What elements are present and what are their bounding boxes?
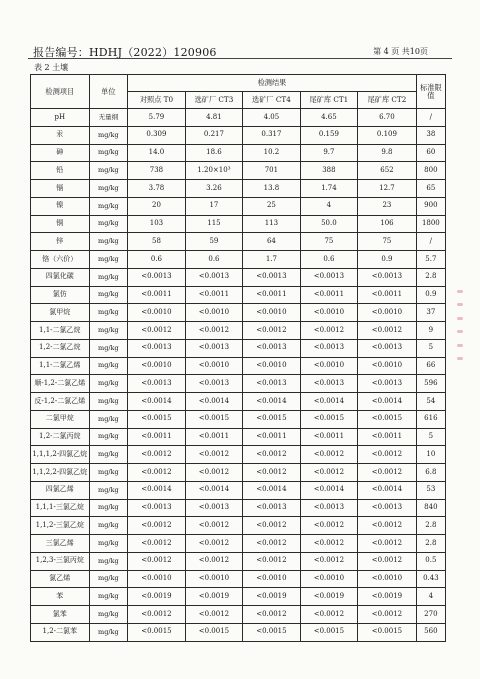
cell-limit: 5 — [416, 428, 445, 446]
cell-unit: mg/kg — [89, 570, 128, 588]
table-row — [31, 446, 446, 464]
cell-value: <0.0010 — [358, 570, 417, 588]
cell-limit: 38 — [416, 126, 445, 144]
cell-value: <0.0012 — [300, 606, 357, 624]
table-row — [31, 535, 446, 553]
cell-unit: mg/kg — [89, 251, 128, 269]
cell-limit: 616 — [416, 410, 445, 428]
cell-limit: 0.43 — [416, 570, 445, 588]
cell-value: 20 — [128, 197, 185, 215]
cell-value: <0.0011 — [300, 428, 357, 446]
cell-limit: 560 — [416, 623, 445, 641]
table-row — [31, 322, 446, 340]
cell-value: 4.65 — [300, 109, 357, 127]
cell-value: <0.0013 — [300, 499, 357, 517]
cell-limit: 5.7 — [416, 251, 445, 269]
cell-unit: mg/kg — [89, 233, 128, 251]
cell-value: <0.0019 — [300, 588, 357, 606]
cell-value: <0.0011 — [185, 286, 242, 304]
cell-value: 0.6 — [128, 251, 185, 269]
cell-unit: mg/kg — [89, 268, 128, 286]
table-row — [31, 517, 446, 535]
cell-value: 0.109 — [358, 126, 417, 144]
cell-value: <0.0012 — [185, 552, 242, 570]
cell-value: <0.0011 — [358, 428, 417, 446]
cell-unit: mg/kg — [89, 215, 128, 233]
cell-value: <0.0013 — [243, 339, 300, 357]
cell-value: <0.0010 — [358, 357, 417, 375]
cell-limit: 4 — [416, 588, 445, 606]
table-row — [31, 428, 446, 446]
cell-item: 二氯甲烷 — [31, 410, 90, 428]
cell-value: 50.0 — [300, 215, 357, 233]
cell-value: <0.0010 — [358, 304, 417, 322]
cell-value: <0.0012 — [243, 464, 300, 482]
cell-unit: mg/kg — [89, 375, 128, 393]
cell-value: <0.0010 — [300, 357, 357, 375]
cell-value: <0.0013 — [128, 268, 185, 286]
cell-value: <0.0010 — [128, 357, 185, 375]
cell-limit: 840 — [416, 499, 445, 517]
cell-limit: 2.8 — [416, 535, 445, 553]
cell-value: <0.0012 — [358, 552, 417, 570]
report-number: 报告编号：HDHJ（2022）120906 — [33, 46, 217, 59]
cell-value: <0.0014 — [243, 481, 300, 499]
cell-value: <0.0014 — [358, 481, 417, 499]
cell-item: 四氯化碳 — [31, 268, 90, 286]
cell-value: 13.8 — [243, 180, 300, 198]
cell-value: <0.0013 — [128, 375, 185, 393]
cell-value: <0.0011 — [358, 286, 417, 304]
cell-unit: mg/kg — [89, 162, 128, 180]
header-results-group: 检测结果 — [128, 75, 417, 92]
table-body — [31, 109, 446, 642]
cell-item: 铜 — [31, 215, 90, 233]
table-row — [31, 464, 446, 482]
cell-value: <0.0012 — [300, 535, 357, 553]
cell-value: <0.0014 — [185, 481, 242, 499]
cell-item: 1,1-二氯乙烷 — [31, 322, 90, 340]
cell-value: <0.0010 — [300, 304, 357, 322]
cell-value: 10.2 — [243, 144, 300, 162]
cell-limit: 270 — [416, 606, 445, 624]
cell-value: 18.6 — [185, 144, 242, 162]
cell-limit: 0.5 — [416, 552, 445, 570]
cell-item: 顺-1,2-二氯乙烯 — [31, 375, 90, 393]
cell-value: <0.0012 — [300, 322, 357, 340]
cell-value: 14.0 — [128, 144, 185, 162]
cell-value: <0.0010 — [243, 357, 300, 375]
table-row — [31, 570, 446, 588]
cell-limit: 65 — [416, 180, 445, 198]
cell-value: 9.7 — [300, 144, 357, 162]
cell-limit: 5 — [416, 339, 445, 357]
table-row — [31, 268, 446, 286]
cell-value: <0.0015 — [128, 623, 185, 641]
cell-unit: mg/kg — [89, 322, 128, 340]
cell-item: 苯 — [31, 588, 90, 606]
cell-unit: mg/kg — [89, 606, 128, 624]
cell-value: 75 — [358, 233, 417, 251]
cell-unit: mg/kg — [89, 446, 128, 464]
cell-value: 4.05 — [243, 109, 300, 127]
cell-value: <0.0013 — [300, 375, 357, 393]
cell-value: <0.0012 — [185, 606, 242, 624]
cell-value: <0.0019 — [358, 588, 417, 606]
cell-value: 1.20×10³ — [185, 162, 242, 180]
cell-value: 388 — [300, 162, 357, 180]
cell-value: <0.0010 — [300, 570, 357, 588]
cell-value: 23 — [358, 197, 417, 215]
cell-unit: mg/kg — [89, 357, 128, 375]
cell-value: 64 — [243, 233, 300, 251]
page-number: 第 4 页 共10页 — [373, 47, 428, 56]
cell-value: 0.159 — [300, 126, 357, 144]
cell-value: <0.0015 — [128, 410, 185, 428]
cell-item: 1,2-二氯丙烷 — [31, 428, 90, 446]
cell-value: <0.0012 — [243, 322, 300, 340]
seal-stamp-edge — [452, 290, 468, 360]
cell-value: <0.0012 — [300, 464, 357, 482]
cell-value: 4 — [300, 197, 357, 215]
cell-value: 0.6 — [185, 251, 242, 269]
cell-unit: mg/kg — [89, 197, 128, 215]
cell-value: <0.0011 — [300, 286, 357, 304]
cell-limit: 53 — [416, 481, 445, 499]
cell-value: 0.317 — [243, 126, 300, 144]
table-row — [31, 126, 446, 144]
cell-value: <0.0012 — [243, 535, 300, 553]
table-row — [31, 251, 446, 269]
cell-value: <0.0010 — [243, 570, 300, 588]
cell-value: <0.0012 — [128, 446, 185, 464]
table-row — [31, 197, 446, 215]
cell-value: <0.0013 — [358, 499, 417, 517]
cell-value: <0.0010 — [185, 570, 242, 588]
cell-value: 103 — [128, 215, 185, 233]
cell-value: <0.0013 — [185, 339, 242, 357]
cell-value: <0.0014 — [243, 393, 300, 411]
cell-unit: mg/kg — [89, 464, 128, 482]
cell-value: 738 — [128, 162, 185, 180]
table-row — [31, 109, 446, 127]
header-site: 选矿厂 CT4 — [243, 92, 300, 109]
cell-value: <0.0012 — [358, 535, 417, 553]
cell-value: <0.0015 — [300, 410, 357, 428]
cell-limit: 54 — [416, 393, 445, 411]
cell-value: <0.0012 — [185, 517, 242, 535]
table-row — [31, 588, 446, 606]
table-row — [31, 304, 446, 322]
cell-item: 1,2-二氯乙烷 — [31, 339, 90, 357]
cell-value: <0.0019 — [243, 588, 300, 606]
cell-item: 氯苯 — [31, 606, 90, 624]
cell-limit: 9 — [416, 322, 445, 340]
cell-value: <0.0015 — [358, 410, 417, 428]
cell-item: 氯仿 — [31, 286, 90, 304]
cell-value: <0.0012 — [243, 606, 300, 624]
table-header-row — [31, 75, 446, 92]
cell-value: <0.0015 — [358, 623, 417, 641]
cell-value: <0.0011 — [128, 286, 185, 304]
header-item: 检测项目 — [31, 75, 90, 109]
cell-limit: 6.8 — [416, 464, 445, 482]
cell-value: <0.0013 — [243, 268, 300, 286]
cell-item: 镉 — [31, 180, 90, 198]
cell-limit: 0.9 — [416, 286, 445, 304]
cell-value: <0.0013 — [128, 339, 185, 357]
cell-unit: mg/kg — [89, 410, 128, 428]
cell-value: 25 — [243, 197, 300, 215]
cell-value: <0.0012 — [128, 517, 185, 535]
cell-item: 氯乙烯 — [31, 570, 90, 588]
table-caption: 表 2 土壤 — [34, 63, 69, 72]
cell-item: pH — [31, 109, 90, 127]
cell-unit: mg/kg — [89, 180, 128, 198]
cell-item: 1,1,2,2-四氯乙烷 — [31, 464, 90, 482]
cell-value: <0.0012 — [243, 552, 300, 570]
cell-value: 5.79 — [128, 109, 185, 127]
cell-value: 9.8 — [358, 144, 417, 162]
cell-value: <0.0013 — [300, 268, 357, 286]
table-row — [31, 286, 446, 304]
cell-item: 1,1,1,2-四氯乙烷 — [31, 446, 90, 464]
cell-unit: mg/kg — [89, 428, 128, 446]
cell-value: 58 — [128, 233, 185, 251]
cell-unit: mg/kg — [89, 588, 128, 606]
cell-value: 3.78 — [128, 180, 185, 198]
cell-item: 1,2,3-三氯丙烷 — [31, 552, 90, 570]
cell-value: 701 — [243, 162, 300, 180]
cell-item: 反-1,2-二氯乙烯 — [31, 393, 90, 411]
cell-item: 1,2-二氯苯 — [31, 623, 90, 641]
cell-item: 砷 — [31, 144, 90, 162]
cell-value: <0.0012 — [358, 446, 417, 464]
cell-limit: 10 — [416, 446, 445, 464]
cell-value: <0.0015 — [185, 623, 242, 641]
cell-item: 1,1-二氯乙烯 — [31, 357, 90, 375]
cell-value: <0.0012 — [128, 322, 185, 340]
cell-unit: mg/kg — [89, 144, 128, 162]
cell-item: 1,1,1-三氯乙烷 — [31, 499, 90, 517]
cell-unit: mg/kg — [89, 623, 128, 641]
cell-unit: 无量纲 — [89, 109, 128, 127]
cell-value: <0.0012 — [128, 535, 185, 553]
header-unit: 单位 — [89, 75, 128, 109]
table-row — [31, 606, 446, 624]
cell-value: 17 — [185, 197, 242, 215]
cell-item: 铅 — [31, 162, 90, 180]
cell-value: <0.0015 — [185, 410, 242, 428]
cell-item: 汞 — [31, 126, 90, 144]
cell-limit: 60 — [416, 144, 445, 162]
cell-item: 四氯乙烯 — [31, 481, 90, 499]
cell-value: <0.0013 — [185, 499, 242, 517]
cell-value: <0.0014 — [185, 393, 242, 411]
cell-item: 铬（六价） — [31, 251, 90, 269]
cell-value: 4.81 — [185, 109, 242, 127]
cell-value: <0.0014 — [358, 393, 417, 411]
cell-value: <0.0014 — [300, 393, 357, 411]
cell-value: <0.0011 — [185, 428, 242, 446]
cell-value: <0.0011 — [243, 286, 300, 304]
cell-unit: mg/kg — [89, 517, 128, 535]
cell-unit: mg/kg — [89, 286, 128, 304]
header-site: 尾矿库 CT2 — [358, 92, 417, 109]
cell-value: <0.0013 — [358, 268, 417, 286]
header-site: 选矿厂 CT3 — [185, 92, 242, 109]
cell-limit: 800 — [416, 162, 445, 180]
soil-results-table — [30, 74, 446, 642]
cell-value: 6.70 — [358, 109, 417, 127]
cell-limit: 2.8 — [416, 268, 445, 286]
table-row — [31, 180, 446, 198]
cell-limit: 66 — [416, 357, 445, 375]
cell-limit: / — [416, 233, 445, 251]
cell-value: <0.0013 — [128, 499, 185, 517]
cell-value: <0.0010 — [185, 304, 242, 322]
cell-value: <0.0012 — [358, 322, 417, 340]
cell-unit: mg/kg — [89, 339, 128, 357]
cell-value: <0.0015 — [243, 623, 300, 641]
table-row — [31, 144, 446, 162]
cell-value: <0.0014 — [128, 481, 185, 499]
cell-limit: 37 — [416, 304, 445, 322]
cell-item: 锌 — [31, 233, 90, 251]
header-divider — [28, 58, 452, 59]
cell-limit: 1800 — [416, 215, 445, 233]
table-row — [31, 552, 446, 570]
cell-value: 113 — [243, 215, 300, 233]
table-row — [31, 375, 446, 393]
cell-unit: mg/kg — [89, 126, 128, 144]
table-row — [31, 357, 446, 375]
table-row — [31, 410, 446, 428]
cell-value: <0.0012 — [128, 464, 185, 482]
cell-value: 0.9 — [358, 251, 417, 269]
cell-unit: mg/kg — [89, 535, 128, 553]
header-limit: 标准限值 — [416, 75, 445, 109]
cell-item: 三氯乙烯 — [31, 535, 90, 553]
cell-value: <0.0019 — [185, 588, 242, 606]
cell-value: <0.0010 — [128, 570, 185, 588]
cell-value: <0.0012 — [128, 606, 185, 624]
cell-unit: mg/kg — [89, 481, 128, 499]
table-row — [31, 339, 446, 357]
cell-value: 0.217 — [185, 126, 242, 144]
cell-value: 115 — [185, 215, 242, 233]
cell-value: <0.0015 — [243, 410, 300, 428]
table-row — [31, 162, 446, 180]
cell-value: 12.7 — [358, 180, 417, 198]
cell-value: <0.0012 — [185, 446, 242, 464]
cell-value: <0.0014 — [300, 481, 357, 499]
cell-unit: mg/kg — [89, 304, 128, 322]
table-row — [31, 233, 446, 251]
cell-value: 1.7 — [243, 251, 300, 269]
cell-value: <0.0012 — [358, 464, 417, 482]
table-row — [31, 481, 446, 499]
cell-value: 0.6 — [300, 251, 357, 269]
cell-value: <0.0015 — [300, 623, 357, 641]
cell-value: <0.0012 — [185, 322, 242, 340]
cell-unit: mg/kg — [89, 393, 128, 411]
cell-value: 106 — [358, 215, 417, 233]
cell-value: <0.0012 — [185, 535, 242, 553]
cell-value: 3.26 — [185, 180, 242, 198]
cell-item: 1,1,2-三氯乙烷 — [31, 517, 90, 535]
cell-value: <0.0012 — [358, 517, 417, 535]
cell-value: <0.0012 — [128, 552, 185, 570]
cell-item: 镍 — [31, 197, 90, 215]
table-row — [31, 623, 446, 641]
cell-value: <0.0013 — [185, 375, 242, 393]
cell-value: <0.0013 — [358, 339, 417, 357]
cell-value: <0.0012 — [300, 552, 357, 570]
cell-limit: 900 — [416, 197, 445, 215]
cell-value: <0.0012 — [243, 517, 300, 535]
header-site: 对照点 T0 — [128, 92, 185, 109]
cell-value: 1.74 — [300, 180, 357, 198]
cell-limit: 2.8 — [416, 517, 445, 535]
cell-value: <0.0013 — [300, 339, 357, 357]
cell-value: <0.0013 — [185, 268, 242, 286]
cell-value: <0.0011 — [128, 428, 185, 446]
cell-value: <0.0012 — [358, 606, 417, 624]
table-row — [31, 215, 446, 233]
cell-unit: mg/kg — [89, 499, 128, 517]
cell-value: <0.0012 — [300, 446, 357, 464]
cell-value: <0.0019 — [128, 588, 185, 606]
table-row — [31, 499, 446, 517]
cell-value: <0.0012 — [185, 464, 242, 482]
cell-value: 652 — [358, 162, 417, 180]
cell-value: <0.0014 — [128, 393, 185, 411]
cell-value: <0.0010 — [185, 357, 242, 375]
cell-value: <0.0011 — [243, 428, 300, 446]
table-row — [31, 393, 446, 411]
cell-value: <0.0010 — [243, 304, 300, 322]
cell-unit: mg/kg — [89, 552, 128, 570]
header-site: 尾矿库 CT1 — [300, 92, 357, 109]
cell-value: <0.0013 — [243, 375, 300, 393]
cell-value: 0.309 — [128, 126, 185, 144]
cell-value: <0.0013 — [358, 375, 417, 393]
cell-value: 75 — [300, 233, 357, 251]
cell-value: <0.0012 — [243, 446, 300, 464]
cell-value: <0.0013 — [243, 499, 300, 517]
cell-value: <0.0012 — [300, 517, 357, 535]
cell-item: 氯甲烷 — [31, 304, 90, 322]
cell-limit: 596 — [416, 375, 445, 393]
cell-value: 59 — [185, 233, 242, 251]
cell-value: <0.0010 — [128, 304, 185, 322]
cell-limit: / — [416, 109, 445, 127]
